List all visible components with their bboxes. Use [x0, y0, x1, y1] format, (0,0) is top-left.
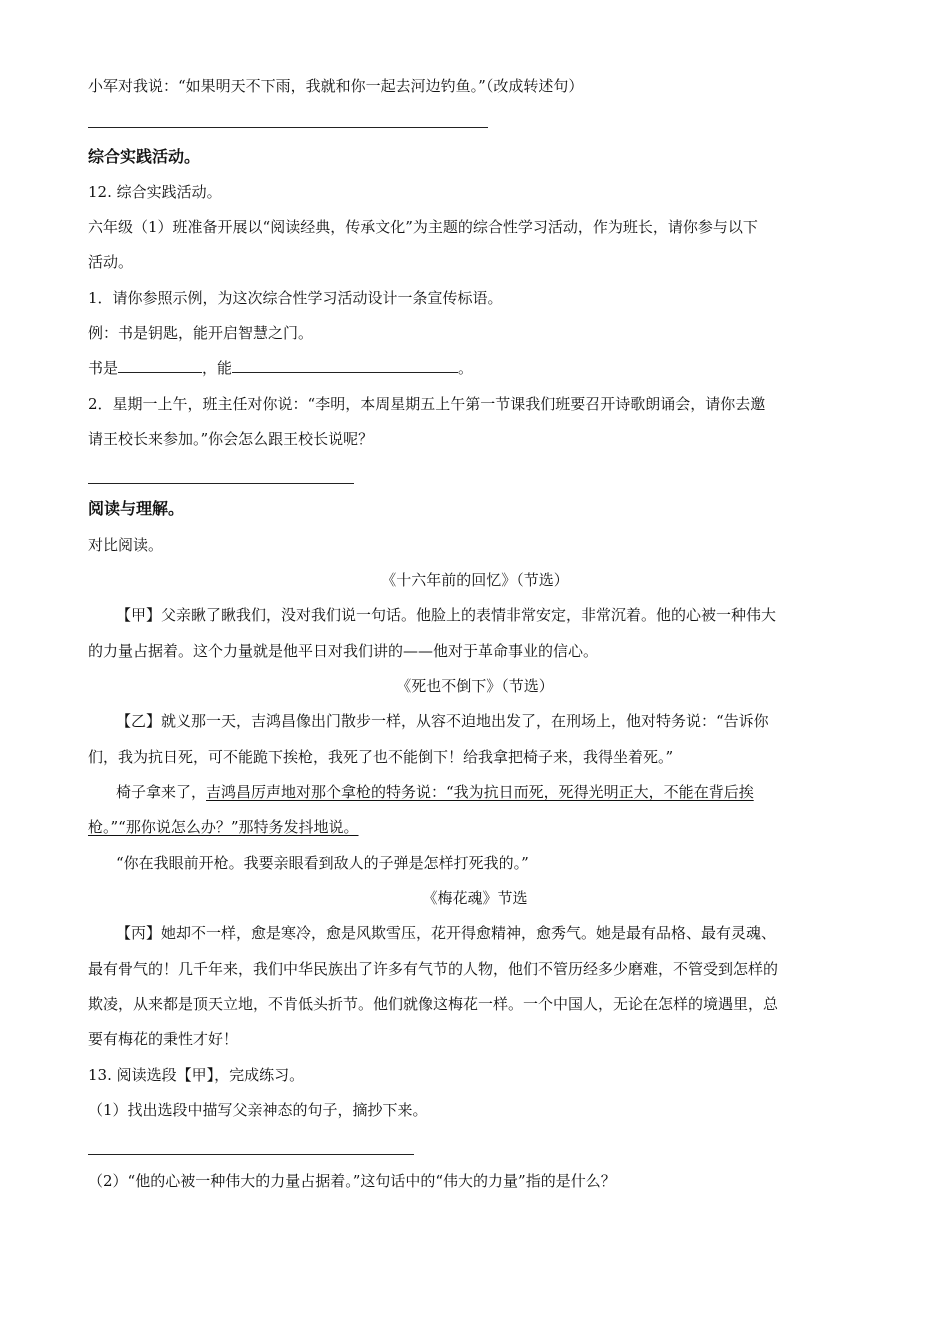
passage-b-line4-underlined: 枪。”“那你说怎么办？”那特务发抖地说。 [88, 818, 359, 836]
passage-c-title: 《梅花魂》节选 [422, 889, 528, 907]
q12-intro-line1: 六年级（1）班准备开展以“阅读经典，传承文化”为主题的综合性学习活动，作为班长，请你参与以下 [88, 218, 758, 236]
passage-a-line1: 【甲】父亲瞅了瞅我们，没对我们说一句话。他脸上的表情非常安定，非常沉着。他的心被一种伟大 [116, 606, 777, 624]
passage-b-line2: 们，我为抗日死，可不能跪下挨枪，我死了也不能倒下！给我拿把椅子来，我得坐着死。” [88, 748, 674, 766]
passage-c-line4: 要有梅花的秉性才好！ [88, 1030, 239, 1048]
passage-b-line5: “你在我眼前开枪。我要亲眼看到敌人的子弹是怎样打死我的。” [116, 854, 529, 872]
passage-c-line2: 最有骨气的！几千年来，我们中华民族出了许多有气节的人物，他们不管历经多少磨难，不管受到怎样的 [88, 960, 779, 978]
q12-answer-line [88, 483, 354, 484]
q11-text: 小军对我说：“如果明天不下雨，我就和你一起去河边钓鱼。”（改成转述句） [88, 77, 584, 95]
section-practice-title: 综合实践活动。 [88, 147, 201, 166]
passage-c-line3: 欺凌，从来都是顶天立地，不肯低头折节。他们就像这梅花一样。一个中国人，无论在怎样的境遇里，总 [88, 995, 779, 1013]
passage-b-line3-underlined: 吉鸿昌厉声地对那个拿枪的特务说：“我为抗日而死，死得光明正大，不能在背后挨 [206, 783, 754, 801]
fill-part2: ，能 [202, 359, 233, 377]
q12-title: 12. 综合实践活动。 [88, 183, 222, 201]
q12-item2-line1: 2．星期一上午，班主任对你说：“李明，本周星期五上午第一节课我们班要召开诗歌朗诵会，请你去邀 [88, 395, 766, 413]
passage-b-title: 《死也不倒下》（节选） [396, 677, 554, 695]
q12-fill-line [88, 358, 473, 378]
q11-answer-line [88, 127, 488, 128]
q13-1: （1）找出选段中描写父亲神态的句子，摘抄下来。 [88, 1101, 428, 1119]
q13-1-answer-line [88, 1154, 414, 1155]
q12-example: 例：书是钥匙，能开启智慧之门。 [88, 324, 314, 342]
passage-c-line1: 【丙】她却不一样，愈是寒冷，愈是风欺雪压，花开得愈精神，愈秀气。她是最有品格、最有灵魂、 [116, 924, 777, 942]
passage-b-line1: 【乙】就义那一天，吉鸿昌像出门散步一样，从容不迫地出发了，在刑场上，他对特务说：“告诉你 [116, 712, 769, 730]
passage-a-title: 《十六年前的回忆》（节选） [381, 571, 569, 589]
fill-part3: 。 [458, 359, 474, 377]
q12-item2-line2: 请王校长来参加。”你会怎么跟王校长说呢？ [88, 430, 374, 448]
passage-a-line2: 的力量占据着。这个力量就是他平日对我们讲的——他对于革命事业的信心。 [88, 642, 599, 660]
fill-part1: 书是 [88, 359, 119, 377]
q13-2: （2）“他的心被一种伟大的力量占据着。”这句话中的“伟大的力量”指的是什么？ [88, 1172, 616, 1190]
q13-title: 13. 阅读选段【甲】，完成练习。 [88, 1066, 305, 1084]
passage-b-line3 [116, 782, 754, 802]
passage-b-line3-plain: 椅子拿来了， [116, 783, 207, 801]
q12-intro-line2: 活动。 [88, 253, 134, 271]
fill-blank-1[interactable] [118, 358, 202, 373]
q12-item1: 1．请你参照示例，为这次综合性学习活动设计一条宣传标语。 [88, 289, 503, 307]
passage-b-line4 [88, 817, 359, 837]
section-reading-title: 阅读与理解。 [88, 499, 185, 518]
fill-blank-2[interactable] [232, 358, 458, 373]
reading-subtitle: 对比阅读。 [88, 536, 164, 554]
